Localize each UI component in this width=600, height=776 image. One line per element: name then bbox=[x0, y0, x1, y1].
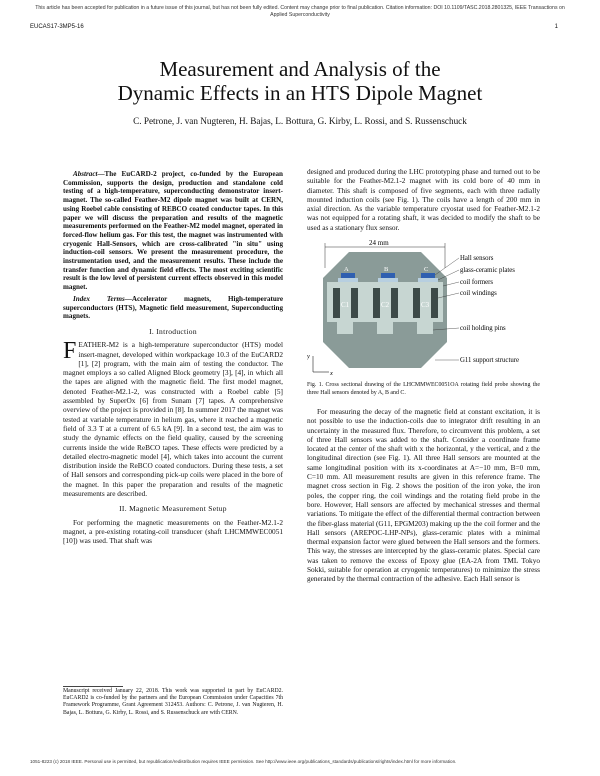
index-terms bbox=[63, 295, 283, 321]
figure-1 bbox=[307, 238, 540, 380]
footnote: Manuscript received January 22, 2018. This work was supported in part by EuCARD2. EuCARD2 is co-funded by the partners and the European Commission under Capacities 7th Framework Programme, Grant Agreement 312453. Authors: C. Petrone, J. van Nugteren, H. Bajas, L. Bottura, G. Kirby, L. Rossi, and S. Russenschuck are with CERN. bbox=[63, 688, 283, 716]
title-line-2: Dynamic Effects in an HTS Dipole Magnet bbox=[117, 81, 483, 105]
label-coil-holding-pins: coil holding pins bbox=[460, 325, 506, 333]
title-line-1: Measurement and Analysis of the bbox=[159, 57, 441, 81]
label-hall-sensors: Hall sensors bbox=[460, 255, 494, 263]
coil-label-c3: C3 bbox=[421, 301, 430, 310]
x-axis-label: x bbox=[330, 370, 333, 378]
sensor-letter-c: C bbox=[424, 266, 429, 274]
glass-ceramic-plate bbox=[418, 278, 438, 282]
probe-cross-section-diagram bbox=[307, 238, 540, 378]
abstract bbox=[63, 170, 283, 292]
coil-winding bbox=[351, 288, 358, 318]
coil-winding bbox=[413, 288, 420, 318]
intro-text: EATHER-M2 is a high-temperature superconductor (HTS) model insert-magnet, developed within workpackage 10.3 of the EuCARD2 [1], [2] program, with the main aim of testing the conductor. The magnet employs a so called Aligned Block geometry [3], [4], in which all the tapes are aligned with the magnetic field. The first model magnet, denoted Feather-M2.1-2, was constructed with a Roebel cable [5] assembled by SuperOx [6] from Sunam [7] tapes. A comprehensive overview of the project is provided in [8]. In summer 2017 the magnet was tested at variable temperature in helium gas, where it reached a magnetic field of 3.3 T at a current of 6.5 kA [9]. In a second test, the aim was to study the dynamic effects on the field quality, caused by the screening currents inside the wide ReBCO tapes. These effects were predicted by a detailed electro-magnetic model [4], which takes into account the current distribution inside the ReBCO coated conductors. During these tests, a set of Hall sensors and corresponding pick-up coils were placed in the bore of the magnet. In this paper the preparation and results of the magnetic measurements are described. bbox=[63, 340, 283, 498]
coil-holding-pin bbox=[337, 322, 353, 334]
coil-winding bbox=[373, 288, 380, 318]
running-head: EUCAS17-3MP5-16 bbox=[30, 24, 84, 30]
leader-hall-sensors bbox=[435, 258, 459, 275]
glass-ceramic-plate bbox=[338, 278, 358, 282]
label-g11-support: G11 support structure bbox=[460, 357, 520, 365]
index-terms-label: Index Terms bbox=[73, 294, 125, 303]
coil-label-c1: C1 bbox=[341, 301, 350, 310]
hall-sensor-b bbox=[381, 273, 395, 278]
dimension-label: 24 mm bbox=[369, 239, 389, 248]
index-terms-text: —Accelerator magnets, High-temperature superconductors (HTS), Magnetic field measurement, Superconducting magnets. bbox=[63, 294, 283, 321]
footnote-rule bbox=[63, 686, 123, 687]
drop-cap: F bbox=[63, 338, 77, 365]
paper-title bbox=[0, 57, 600, 105]
figure-1-caption: Fig. 1. Cross sectional drawing of the LHCMMWEC0051OA rotating field probe showing the three Hall sensors denoted by A, B and C. bbox=[307, 382, 540, 396]
section-heading-introduction: I. Introduction bbox=[149, 326, 197, 336]
coil-winding bbox=[431, 288, 438, 318]
label-glass-ceramic-plates: glass-ceramic plates bbox=[460, 267, 515, 275]
right-paragraph-1: designed and produced during the LHC prototyping phase and turned out to be suitable for the Feather-M2.1-2 magnet with its cold bore of 40 mm in diameter. This shaft is composed of five segments, each with three radially mounted induction coils (see Fig. 1). The coils have a length of 200 mm in axial direction. As the variable temperature cryostat used for Feather-M2.1-2 was not equipped for a rotating shaft, it was decided to modify the shaft to be used as a stationary flux sensor. bbox=[307, 167, 540, 232]
label-coil-formers: coil formers bbox=[460, 279, 494, 287]
coil-winding bbox=[391, 288, 398, 318]
abstract-label: Abstract bbox=[73, 170, 98, 178]
coil-holding-pin bbox=[417, 322, 433, 334]
copyright-line: 1051-8223 (c) 2018 IEEE. Personal use is permitted, but republication/redistribution requires IEEE permission. See http://www.ieee.org/publications_standards/publications/rights/index.html for more information. bbox=[30, 759, 457, 764]
intro-paragraph bbox=[63, 340, 283, 498]
author-list: C. Petrone, J. van Nugteren, H. Bajas, L. Bottura, G. Kirby, L. Rossi, and S. Russenschuck bbox=[133, 116, 467, 126]
abstract-text: —The EuCARD-2 project, co-funded by the European Commission, supports the design, production and standalone cold testing of a high-temperature, superconducting demonstrator insert-magnet. The so-called Feather-M2 dipole magnet was built at CERN, using Roebel cable consisting of REBCO coated conductor tapes. In this paper we will discuss the preparation and results of the magnetic measurements performed on the Feather-M2 model magnet, operated in forced-flow helium gas. For this test, the magnet was instrumented with cryogenic Hall-Sensors, which are cross-calibrated "in situ" using induction-coil sensors. We present the measurement procedure, the instrumentation used, and the measurement results. These include the transfer function and dynamic field effects. The most exciting scientific result is the low level of persistent current effects observed in this model magnet. bbox=[63, 170, 283, 292]
sensor-letter-a: A bbox=[344, 266, 349, 274]
right-paragraph-2: For measuring the decay of the magnetic field at constant excitation, it is not possible to use the induction-coils due to integrator drift resulting in an uncertainty in the measured flux. Therefore, to circumvent this problem, a set of three Hall sensors was added to the shaft. Consider a coordinate frame located at the center of the shaft with x the horizontal, y the vertical, and z the longitudinal direction (see Fig. 1). All three Hall sensors are mounted at the same longitudinal position with its x-coordinates at A=−10 mm, B=0 mm, C=10 mm. All measurement results are given in this reference frame. The magnet cross section in Fig. 2 shows the position of the iron yoke, the iron poles, the copper ring, the coil windings and the rotating field probe in the bore. However, Hall sensors are affected by mechanical stresses and thermal variations. To mitigate the effect of the differential thermal contraction between the fiber-glass material (G11, EPGM203) making up the the coil former and the Hall sensors (AREPOC-LHP-NPs), glass-ceramic plates with a minimal thermal expansion factor were glued between the Hall sensors and the formers. This way, the stresses are intercepted by the glass-ceramic plates. Special care was taken to remove the excess of Epoxy glue (EA-2A from TML Tokyo Sokki, suitable for operation at cryogenic temperatures) to minimize the stress generated by the thermal contraction of the adhesive. Each Hall sensor is bbox=[307, 406, 540, 584]
hall-sensor-a bbox=[341, 273, 355, 278]
journal-banner: This article has been accepted for publication in a future issue of this journal, but has not been fully edited. Content may change prior to final publication. Citation information: DOI 10.1109/TASC.2018.2801325, IEEE Transactions on Applied Superconductivity bbox=[35, 5, 565, 18]
hall-sensor-c bbox=[421, 273, 435, 278]
glass-ceramic-plate bbox=[378, 278, 398, 282]
coil-label-c2: C2 bbox=[381, 301, 390, 310]
right-column bbox=[307, 167, 540, 584]
section-heading-setup: II. Magnetic Measurement Setup bbox=[119, 504, 227, 514]
left-column bbox=[63, 170, 283, 545]
sensor-letter-b: B bbox=[384, 266, 389, 274]
setup-paragraph: For performing the magnetic measurements on the Feather-M2.1-2 magnet, a pre-existing rotating-coil transducer (shaft LHCMMWEC0051 [10]) was used. That shaft was bbox=[63, 517, 283, 546]
y-axis-label: y bbox=[307, 353, 310, 361]
coil-holding-pin bbox=[377, 322, 393, 334]
label-coil-windings: coil windings bbox=[460, 290, 497, 298]
page-number: 1 bbox=[554, 24, 558, 30]
coil-winding bbox=[333, 288, 340, 318]
